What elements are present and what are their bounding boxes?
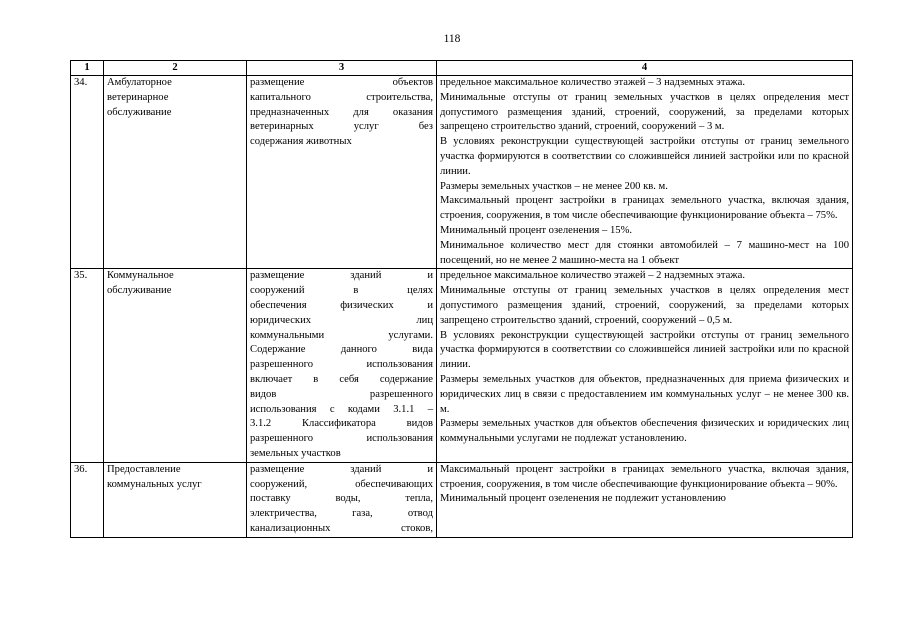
parameter-paragraph: В условиях реконструкции существующей застройки отступы от границ земельного участка формируются в соответствии со сложившейся линией застройки или по красной линии. bbox=[440, 329, 849, 371]
parameter-paragraph: В условиях реконструкции существующей застройки отступы от границ земельного участка формируются в соответствии со сложившейся линией застройки или по красной линии. bbox=[440, 136, 849, 177]
use-name-line: Коммунальное bbox=[107, 270, 174, 282]
description-line: содержания животных bbox=[250, 136, 352, 148]
row-number: 36. bbox=[71, 462, 104, 537]
parameter-paragraph: Минимальный процент озеленения не подлежит установлению bbox=[440, 493, 726, 505]
parameters-cell bbox=[437, 76, 853, 269]
use-name-cell bbox=[104, 269, 247, 462]
table-row bbox=[71, 76, 853, 269]
parameter-paragraph: Размеры земельных участков – не менее 200 кв. м. bbox=[440, 180, 668, 192]
use-name-cell bbox=[104, 76, 247, 269]
description-line: 3.1.2 Классификатора видов bbox=[250, 418, 433, 430]
description-line: разрешенного использования bbox=[250, 433, 433, 445]
row-number: 34. bbox=[71, 76, 104, 269]
description-line: сооружений, обеспечивающих bbox=[250, 478, 433, 490]
header-col-1: 1 bbox=[71, 61, 104, 76]
header-col-4: 4 bbox=[437, 61, 853, 76]
header-col-3: 3 bbox=[247, 61, 437, 76]
parameter-paragraph: Максимальный процент застройки в границах земельного участка, включая здания, строения, сооружения, в том числе обеспечивающие функционирование объекта – 90%. bbox=[440, 463, 849, 490]
description-line: Содержание данного вида bbox=[250, 344, 433, 356]
description-line: капитального строительства, bbox=[250, 91, 433, 103]
description-line: ветеринарных услуг без bbox=[250, 121, 433, 133]
description-line: видов разрешенного bbox=[250, 388, 433, 400]
parameter-paragraph: Минимальные отступы от границ земельных участков в целях определения мест допустимого размещения зданий, строений, сооружений, за пределами которых запрещено строительство зданий, строений, сооружений – 3 м. bbox=[440, 91, 849, 133]
table-row bbox=[71, 269, 853, 462]
description-line: предназначенных для оказания bbox=[250, 106, 433, 118]
parameters-cell bbox=[437, 269, 853, 462]
description-line: поставку воды, тепла, bbox=[250, 493, 433, 505]
parameter-paragraph: предельное максимальное количество этажей – 3 надземных этажа. bbox=[440, 77, 745, 88]
description-line: размещение зданий и bbox=[250, 270, 433, 282]
parameter-paragraph: Максимальный процент застройки в границах земельного участка, включая здания, строения, сооружения, в том числе обеспечивающие функционирование объекта – 75%. bbox=[440, 195, 849, 222]
description-line: канализационных стоков, bbox=[250, 522, 433, 534]
header-col-2: 2 bbox=[104, 61, 247, 76]
parameter-paragraph: Минимальные отступы от границ земельных участков в целях определения мест допустимого размещения зданий, строений, сооружений, за пределами которых запрещено строительство зданий, строений, сооружений – 0,5 м. bbox=[440, 285, 849, 326]
description-line: электричества, газа, отвод bbox=[250, 508, 433, 520]
use-name-line: ветеринарное bbox=[107, 91, 169, 103]
description-line: разрешенного использования bbox=[250, 359, 433, 371]
table-row bbox=[71, 462, 853, 537]
parameter-paragraph: предельное максимальное количество этажей – 2 надземных этажа. bbox=[440, 270, 745, 282]
description-line: сооружений в целях bbox=[250, 285, 433, 297]
use-name-line: коммунальных услуг bbox=[107, 478, 202, 490]
parameter-paragraph: Размеры земельных участков для объектов, предназначенных для приема физических и юридических лиц в связи с предоставлением им коммунальных услуг – не менее 300 кв. м. bbox=[440, 373, 849, 415]
description-line: использования с кодами 3.1.1 – bbox=[250, 403, 433, 415]
description-line: земельных участков bbox=[250, 447, 341, 459]
use-name-line: Амбулаторное bbox=[107, 77, 172, 88]
parameter-paragraph: Минимальное количество мест для стоянки автомобилей – 7 машино-мест на 100 посещений, но не менее 2 машино-места на 1 объект bbox=[440, 239, 849, 266]
header-row bbox=[71, 61, 853, 76]
parameters-cell bbox=[437, 462, 853, 537]
regulations-table bbox=[70, 60, 853, 538]
use-description-cell bbox=[247, 462, 437, 537]
use-description-cell bbox=[247, 76, 437, 269]
page-number: 118 bbox=[443, 33, 461, 45]
use-name-line: Предоставление bbox=[107, 463, 181, 475]
description-line: обеспечения физических и bbox=[250, 299, 433, 311]
parameter-paragraph: Минимальный процент озеленения – 15%. bbox=[440, 224, 633, 236]
description-line: включает в себя содержание bbox=[250, 373, 433, 385]
parameter-paragraph: Размеры земельных участков для объектов обеспечения физических и юридических лиц коммунальными услугами не подлежат установлению. bbox=[440, 418, 849, 445]
row-number: 35. bbox=[71, 269, 104, 462]
description-line: размещение объектов bbox=[250, 77, 433, 88]
description-line: юридических лиц bbox=[250, 314, 433, 326]
use-description-cell bbox=[247, 269, 437, 462]
use-name-line: обслуживание bbox=[107, 285, 172, 297]
use-name-cell bbox=[104, 462, 247, 537]
description-line: коммунальными услугами. bbox=[250, 329, 433, 341]
description-line: размещение зданий и bbox=[250, 463, 433, 475]
use-name-line: обслуживание bbox=[107, 106, 172, 118]
